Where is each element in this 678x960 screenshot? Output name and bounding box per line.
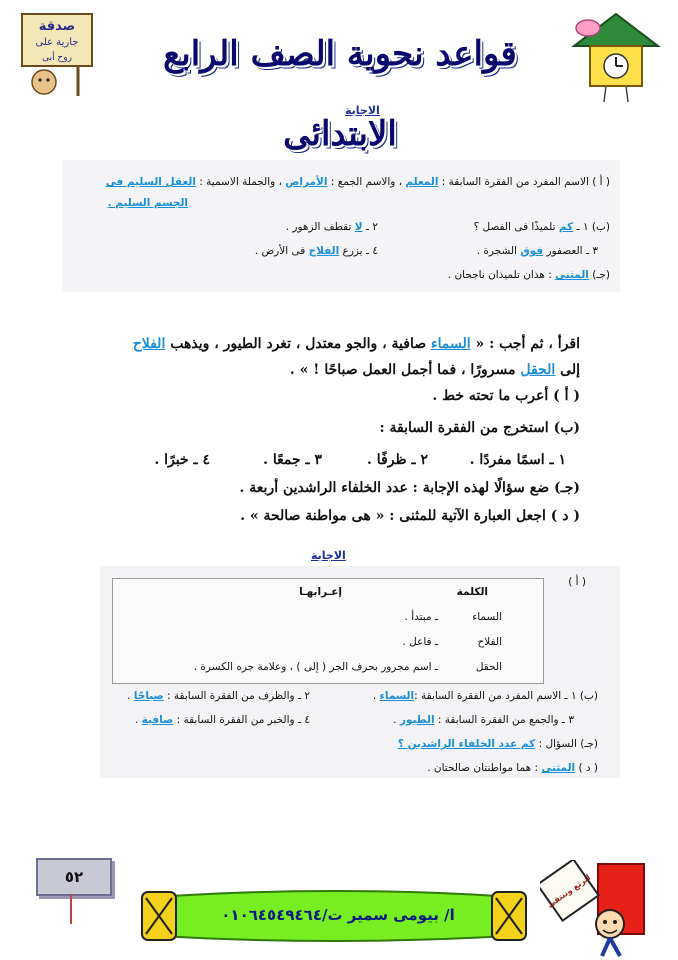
table-row-word: الحقل bbox=[475, 661, 502, 673]
answer-heading: الاجابة bbox=[345, 104, 380, 117]
table-row-parsing: ـ اسم مجرور بحرف الجر ( إلى ) ، وعلامة جره الكسرة . bbox=[193, 661, 438, 673]
scroll-left-icon bbox=[142, 892, 176, 940]
sign-line-3: روح أبى bbox=[42, 53, 72, 63]
question-b-item-4: ٤ ـ خبرًا . bbox=[154, 452, 210, 468]
table-row-parsing: ـ مبتدأ . bbox=[404, 611, 438, 623]
box1-c: (جـ) المثنى : هذان تلميذان ناجحان . bbox=[447, 269, 610, 281]
question-b-item-3: ٣ ـ جمعًا . bbox=[263, 452, 322, 468]
question-b: (ب) استخرج من الفقرة السابقة : bbox=[379, 420, 580, 436]
box1-b2: ٢ ـ لا تقطف الزهور . bbox=[285, 221, 378, 233]
box1-a-line1: ( أ ) الاسم المفرد من الفقرة السابقة : المعلم ، والاسم الجمع : الأمراض ، والجملة الاسمية : العقل السليم فى bbox=[105, 176, 610, 188]
question-line-1: اقرأ ، ثم أجب : « السماء صافية ، والجو معتدل ، تغرد الطيور ، ويذهب الفلاح bbox=[132, 336, 580, 352]
question-d: ( د ) اجعل العبارة الآتية للمثنى : « هى مواطنة صالحة » . bbox=[240, 508, 580, 524]
question-b-item-2: ٢ ـ ظرفًا . bbox=[367, 452, 428, 468]
box2-b3: ٣ ـ والجمع من الفقرة السابقة : الطيور . bbox=[393, 714, 574, 726]
box2-b1: (ب) ١ ـ الاسم المفرد من الفقرة السابقة :السماء . bbox=[372, 690, 598, 702]
question-line-2: إلى الحقل مسرورًا ، فما أجمل العمل صباحًا ! » . bbox=[289, 362, 580, 378]
mascot-illustration bbox=[540, 860, 650, 960]
page-title: قواعد نحوية الصف الرابع الابتدائى bbox=[163, 34, 517, 154]
mascot-sign-text: لنرتع وننتقي bbox=[545, 872, 593, 910]
sadaqa-sign-illustration bbox=[18, 10, 96, 98]
box1-b4: ٤ ـ يزرع الفلاح فى الأرض . bbox=[254, 245, 378, 257]
page-number-stem bbox=[70, 894, 72, 924]
table-row-parsing: ـ فاعل . bbox=[402, 636, 438, 648]
box2-a-label: ( أ ) bbox=[568, 576, 586, 588]
table-row-word: السماء bbox=[472, 611, 502, 623]
author-credit: ا/ بيومى سمير ت/٠١٠٦٤٥٤٩٤٦٤ bbox=[221, 906, 455, 924]
table-header-parsing: إعـرابهـا bbox=[299, 586, 342, 598]
sign-line-2: جارية على bbox=[35, 37, 79, 48]
box2-b4: ٤ ـ والخبر من الفقرة السابقة : صافية . bbox=[134, 714, 310, 726]
sign-line-1: صدقة bbox=[38, 19, 76, 34]
box2-b2: ٢ ـ والظرف من الفقرة السابقة : صباحًا . bbox=[127, 690, 310, 702]
box2-c: (جـ) السؤال : كم عدد الخلفاء الراشدين ؟ bbox=[397, 738, 598, 750]
question-a: ( أ ) أعرب ما تحته خط . bbox=[432, 388, 580, 404]
box1-b1: (ب) ١ ـ كم تلميذًا فى الفصل ؟ bbox=[473, 221, 610, 233]
question-c: (جـ) ضع سؤالًا لهذه الإجابة : عدد الخلفاء الراشدين أربعة . bbox=[239, 480, 580, 496]
box1-b3: ٣ ـ العصفور فوق الشجرة . bbox=[476, 245, 598, 257]
cuckoo-clock-illustration bbox=[566, 6, 666, 106]
box1-a-line2: الجسم السليم . bbox=[107, 197, 188, 209]
page-number-box bbox=[36, 858, 112, 896]
box2-d: ( د ) المثنى : هما مواطنتان صالحتان . bbox=[427, 762, 598, 774]
page-number: ٥٢ bbox=[64, 868, 84, 886]
table-row-word: الفلاح bbox=[477, 636, 502, 648]
question-b-item-1: ١ ـ اسمًا مفردًا . bbox=[469, 452, 566, 468]
table-header-word: الكلمة bbox=[456, 586, 488, 598]
answer-heading: الاجابة bbox=[311, 549, 346, 562]
